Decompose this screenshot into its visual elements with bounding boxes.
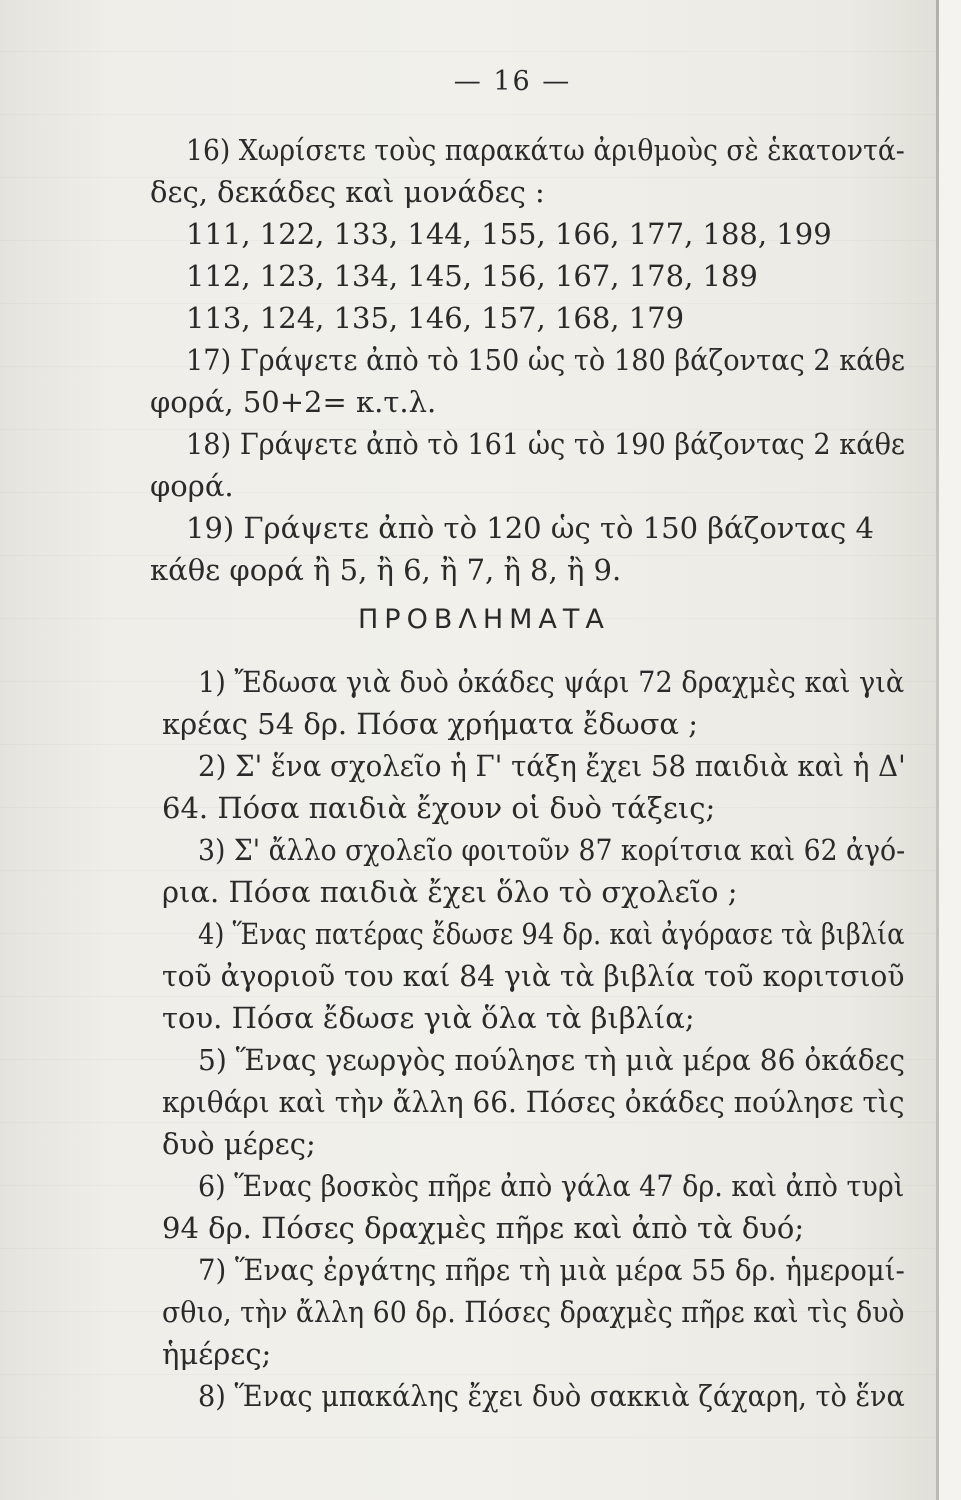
- exercise-line: 113, 124, 135, 146, 157, 168, 179: [186, 301, 685, 335]
- problem-line: τοῦ ἀγοριοῦ του καί 84 γιὰ τὰ βιβλία τοῦ κοριτσιοῦ: [162, 959, 905, 993]
- exercise-line: κάθε φορά ἢ 5, ἢ 6, ἢ 7, ἢ 8, ἢ 9.: [150, 553, 622, 587]
- problem-line: 94 δρ. Πόσες δραχμὲς πῆρε καὶ ἀπὸ τὰ δυό;: [162, 1211, 805, 1245]
- exercise-line: 17) Γράψετε ἀπὸ τὸ 150 ὡς τὸ 180 βάζοντας 2 κάθε: [186, 343, 906, 377]
- problem-line: 6) Ἕνας βοσκὸς πῆρε ἀπὸ γάλα 47 δρ. καὶ ἀπὸ τυρὶ: [198, 1169, 905, 1203]
- problem-line: ἡμέρες;: [162, 1337, 272, 1371]
- problem-line: σθιο, τὴν ἄλλη 60 δρ. Πόσες δραχμὲς πῆρε καὶ τὶς δυὸ: [162, 1295, 905, 1329]
- problem-line: 1) Ἔδωσα γιὰ δυὸ ὀκάδες ψάρι 72 δραχμὲς καὶ γιὰ: [198, 665, 905, 699]
- page-margin-right: [939, 0, 961, 1500]
- exercise-line: δες, δεκάδες καὶ μονάδες :: [150, 175, 545, 209]
- page-number: — 16 —: [453, 66, 572, 97]
- problem-line: 8) Ἕνας μπακάλης ἔχει δυὸ σακκιὰ ζάχαρη, τὸ ἕνα: [198, 1379, 905, 1413]
- problem-line: του. Πόσα ἔδωσε γιὰ ὅλα τὰ βιβλία;: [162, 1001, 695, 1035]
- problem-line: 4) Ἕνας πατέρας ἔδωσε 94 δρ. καὶ ἀγόρασε τὰ βιβλία: [198, 917, 905, 951]
- exercise-line: 112, 123, 134, 145, 156, 167, 178, 189: [186, 259, 758, 293]
- problem-line: δυὸ μέρες;: [162, 1127, 316, 1161]
- problem-line: 64. Πόσα παιδιὰ ἔχουν οἱ δυὸ τάξεις;: [162, 791, 716, 825]
- problem-line: 2) Σ' ἕνα σχολεῖο ἡ Γ' τάξη ἔχει 58 παιδιὰ καὶ ἡ Δ': [198, 749, 906, 783]
- exercise-line: φορά, 50+2= κ.τ.λ.: [150, 385, 437, 419]
- problem-line: 5) Ἕνας γεωργὸς πούλησε τὴ μιὰ μέρα 86 ὀκάδες: [198, 1043, 905, 1077]
- section-heading: ΠΡΟΒΛΗΜΑΤΑ: [358, 604, 610, 635]
- problem-line: ρια. Πόσα παιδιὰ ἔχει ὅλο τὸ σχολεῖο ;: [162, 875, 738, 909]
- exercise-line: 19) Γράψετε ἀπὸ τὸ 120 ὡς τὸ 150 βάζοντας 4: [186, 511, 874, 545]
- exercise-line: 111, 122, 133, 144, 155, 166, 177, 188, 199: [186, 217, 832, 251]
- problem-line: κρέας 54 δρ. Πόσα χρήματα ἔδωσα ;: [162, 707, 698, 741]
- problem-line: 7) Ἕνας ἐργάτης πῆρε τὴ μιὰ μέρα 55 δρ. ἡμερομί-: [198, 1253, 905, 1287]
- exercise-line: φορά.: [150, 469, 234, 503]
- problem-line: κριθάρι καὶ τὴν ἄλλη 66. Πόσες ὀκάδες πούλησε τὶς: [162, 1085, 905, 1119]
- page-edge-shadow: [936, 0, 939, 1500]
- exercise-line: 18) Γράψετε ἀπὸ τὸ 161 ὡς τὸ 190 βάζοντας 2 κάθε: [186, 427, 906, 461]
- problem-line: 3) Σ' ἄλλο σχολεῖο φοιτοῦν 87 κορίτσια καὶ 62 ἀγό-: [198, 833, 906, 867]
- exercise-line: 16) Χωρίσετε τοὺς παρακάτω ἀριθμοὺς σὲ ἑκατοντά-: [186, 133, 905, 167]
